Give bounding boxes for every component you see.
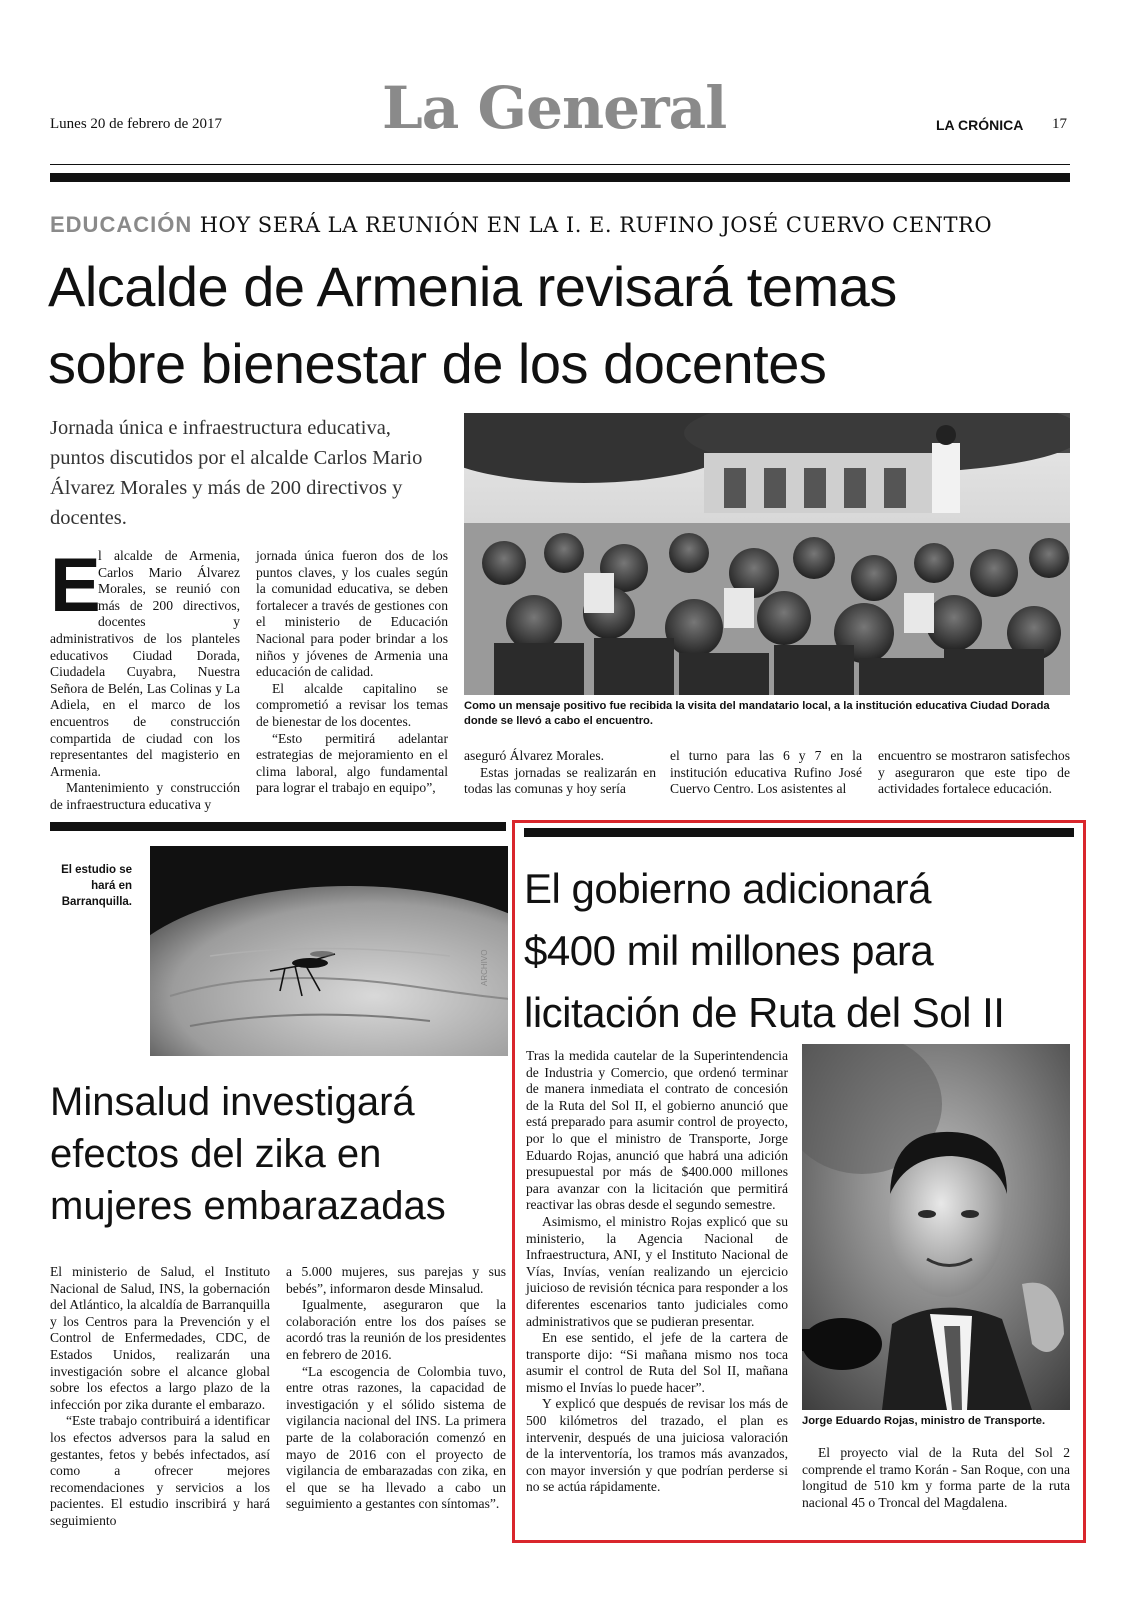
story1-kicker (50, 212, 992, 238)
headline-line-3: mujeres embarazadas (50, 1184, 446, 1228)
paragraph: En ese sentido, el jefe de la cartera de transporte dijo: “Si mañana mismo nos toca asumir el control de Ruta del Sol II, mañana mismo el Invías lo puede hacer”. (526, 1330, 788, 1395)
story1-photo-caption: Como un mensaje positivo fue recibida la visita del mandatario local, a la institución educativa Ciudad Dorada donde se llevó a cabo el encuentro. (464, 700, 1050, 727)
paragraph: El ministerio de Salud, el Instituto Nacional de Salud, INS, la gobernación del Atlántico, la alcaldía de Barranquilla y los Centros para la Prevención y el Control de Enfermedades, CDC, de Estados Unidos, realizarán una investigación sobre el alcance global sobre los efectos a largo plazo de la infección por zika durante el embarazo. (50, 1264, 270, 1412)
story3-headline (524, 858, 1004, 1044)
story1-column-1 (50, 543, 240, 814)
story3-photo-minister (802, 1044, 1070, 1410)
dropcap: E (50, 543, 101, 628)
photo-credit: ARCHIVO (480, 949, 489, 986)
story2-photo-mosquito (150, 846, 508, 1056)
paragraph: Tras la medida cautelar de la Superintendencia de Industria y Comercio, que ordenó terminar de manera inmediata el contrato de concesión de la Ruta del Sol II, el gobierno anunció que está preparado para asumir control de proyecto, por lo que el ministro de Transporte, Jorge Eduardo Rojas, anunció que habrá una adición presupuestal por más de $400.000 millones para avanzar con la licitación que permitirá reactivar las obras desde el segundo semestre. (526, 1048, 788, 1213)
issue-date: Lunes 20 de febrero de 2017 (50, 116, 223, 132)
paragraph: El proyecto vial de la Ruta del Sol 2 comprende el tramo Korán - San Roque, con una longitud de 510 km y forma parte de la ruta nacional 45 o Troncal del Magdalena. (802, 1445, 1070, 1510)
story1-column-4 (670, 748, 862, 798)
paragraph: encuentro se mostraron satisfechos y aseguraron que este tipo de actividades fortalece educación. (878, 748, 1070, 797)
story2-column-2 (286, 1264, 506, 1513)
header-thick-rule (50, 173, 1070, 182)
headline-line-1: Minsalud investigará (50, 1080, 415, 1124)
story2-column-1 (50, 1264, 270, 1530)
headline-line-2: efectos del zika en (50, 1132, 382, 1176)
headline-line-2: $400 mil millones para (524, 927, 934, 974)
paragraph: Y explicó que después de revisar los más de 500 kilómetros del trazado, el plan es intervenir, después de una juiciosa valoración de la interventoría, los tramos más avanzados, con mayor inversión y que podrían perderse si no se actúa rápidamente. (526, 1396, 788, 1495)
story2-top-rule (50, 822, 506, 831)
paragraph: aseguró Álvarez Morales. (464, 748, 605, 763)
story3-column-2 (802, 1445, 1070, 1511)
paragraph: l alcalde de Armenia, Carlos Mario Álvarez Morales, se reunió con más de 200 directivos, docentes y administrativos de los planteles educativos Ciudad Dorada, Ciudadela Cuyabra, Nuestra Señora de Belén, Las Colinas y La Adiela, en el marco de los encuentros de construcción compartida de ciudad con los representantes del magisterio en Armenia. (50, 548, 240, 779)
kicker-tag: EDUCACIÓN (50, 212, 193, 237)
paragraph: jornada única fueron dos de los puntos claves, y los cuales según la comunidad educativa, se deben fortalecer a través de gestiones con el ministerio de Educación Nacional para poder brindar a los niños y jóvenes de Armenia una educación de calidad. (256, 548, 448, 680)
paragraph: El alcalde capitalino se comprometió a revisar los temas de bienestar de los docentes. (256, 680, 448, 729)
story1-photo-meeting (464, 413, 1070, 695)
paragraph: a 5.000 mujeres, sus parejas y sus bebés”, informaron desde Minsalud. (286, 1264, 506, 1296)
paragraph: “Este trabajo contribuirá a identificar los efectos adversos para la salud en gestantes, fetos y bebés infectados, así como a ofrecer mejores recomendaciones y servicios a los pacientes. El estudio inscribirá y hará seguimiento (50, 1413, 270, 1528)
story2-headline (50, 1076, 446, 1232)
paragraph: el turno para las 6 y 7 en la institución educativa Rufino José Cuervo Centro. Los asistentes al (670, 748, 862, 797)
header-thin-rule (50, 164, 1070, 165)
headline-line-1: El gobierno adicionará (524, 865, 931, 912)
paragraph: “La escogencia de Colombia tuvo, entre otras razones, la capacidad de investigación y el sólido sistema de vigilancia nacional del INS. La primera parte de la colaboración comenzó en mayo de 2016 con el proyecto de vigilancia de embarazadas con zika, en el que se ha llevado a cabo un seguimiento a gestantes con síntomas”. (286, 1363, 506, 1512)
story1-column-3 (464, 748, 656, 798)
paragraph: Estas jornadas se realizarán en todas las comunas y hoy sería (464, 764, 656, 797)
newspaper-name: LA CRÓNICA (936, 117, 1024, 133)
paragraph: Mantenimiento y construcción de infraestructura educativa y (50, 780, 240, 812)
paragraph: Asimismo, el ministro Rojas explicó que su ministerio, la Agencia Nacional de Infraestructura, ANI, y el Instituto Nacional de Vías, Invías, venían realizando un ejercicio juicioso de revisión técnica para responder a los diferentes escenarios tanto judiciales como administrativos que se pudieran presentar. (526, 1213, 788, 1329)
kicker-text: HOY SERÁ LA REUNIÓN EN LA I. E. RUFINO JOSÉ CUERVO CENTRO (199, 213, 993, 237)
story1-deck: Jornada única e infraestructura educativa, puntos discutidos por el alcalde Carlos Mario Álvarez Morales y más de 200 directivos y docentes. (50, 417, 423, 529)
story1-headline (48, 248, 897, 402)
page-number: 17 (1052, 116, 1067, 132)
story3-top-rule (524, 828, 1074, 837)
paragraph: Igualmente, aseguraron que la colaboración entre los dos países se acordó tras la reunión de los presidentes en febrero de 2016. (286, 1297, 506, 1362)
headline-line-3: licitación de Ruta del Sol II (524, 989, 1005, 1036)
headline-line-2: sobre bienestar de los docentes (48, 332, 827, 395)
headline-line-1: Alcalde de Armenia revisará temas (48, 255, 897, 318)
section-title: La General (382, 74, 727, 142)
story1-column-5 (878, 748, 1070, 798)
story3-column-1 (526, 1048, 788, 1496)
story2-photo-caption: El estudio se hará en Barranquilla. (61, 864, 132, 908)
paragraph: “Esto permitirá adelantar estrategias de mejoramiento en el clima laboral, algo fundamental para lograr el trabajo en equipo”, (256, 730, 448, 796)
story3-photo-caption: Jorge Eduardo Rojas, ministro de Transporte. (802, 1415, 1046, 1427)
story1-column-2 (256, 548, 448, 797)
